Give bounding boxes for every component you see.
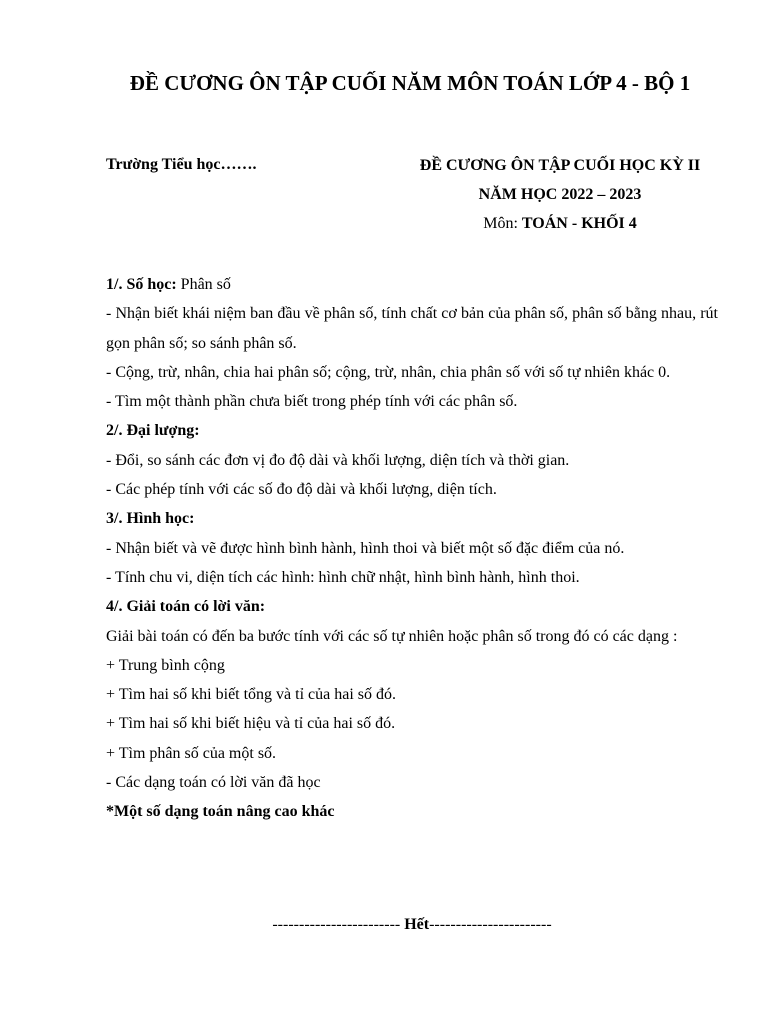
outline-title: ĐỀ CƯƠNG ÔN TẬP CUỐI HỌC KỲ II: [419, 157, 701, 174]
list-item: + Tìm hai số khi biết tổng và tỉ của hai số đó.: [106, 686, 397, 704]
list-item: + Trung bình cộng: [106, 656, 225, 674]
school-name: Trường Tiểu học…….: [106, 156, 257, 173]
section-heading-label: 1/. Số học:: [106, 276, 177, 293]
list-item: - Tính chu vi, diện tích các hình: hình chữ nhật, hình bình hành, hình thoi.: [106, 568, 580, 586]
list-item: - Nhận biết khái niệm ban đầu về phân số, tính chất cơ bản của phân số, phân số bằng nhau, rút gọn phân số; so sánh phân số.: [106, 305, 718, 352]
list-item: - Các dạng toán có lời văn đã học: [106, 774, 321, 792]
subject-label: Môn:: [483, 215, 522, 232]
list-item: + Tìm phân số của một số.: [106, 744, 277, 762]
end-word: Hết: [404, 916, 430, 933]
advanced-note: *Một số dạng toán nâng cao khác: [106, 803, 335, 821]
list-item: - Đổi, so sánh các đơn vị đo độ dài và khối lượng, diện tích và thời gian.: [106, 451, 570, 469]
section-heading-geometry: 3/. Hình học:: [106, 510, 195, 528]
list-item: - Cộng, trừ, nhân, chia hai phân số; cộng, trừ, nhân, chia phân số với số tự nhiên khác 0.: [106, 363, 671, 381]
dashes-left: ------------------------: [272, 916, 405, 933]
section-heading-word-problems: 4/. Giải toán có lời văn:: [106, 598, 266, 616]
end-marker: [106, 916, 718, 934]
outline-header: [380, 156, 740, 243]
list-item: - Nhận biết và vẽ được hình bình hành, hình thoi và biết một số đặc điểm của nó.: [106, 539, 625, 557]
section-heading-quantities: 2/. Đại lượng:: [106, 422, 200, 440]
school-year: NĂM HỌC 2022 – 2023: [478, 186, 642, 203]
list-item: + Tìm hai số khi biết hiệu và tỉ của hai số đó.: [106, 715, 396, 733]
document-body: [106, 270, 718, 827]
section-heading-arithmetic: [106, 270, 718, 299]
section-heading-topic: Phân số: [176, 276, 231, 293]
section-intro: Giải bài toán có đến ba bước tính với các số tự nhiên hoặc phân số trong đó có các dạng :: [106, 627, 678, 645]
document-title: ĐỀ CƯƠNG ÔN TẬP CUỐI NĂM MÔN TOÁN LỚP 4 - BỘ 1: [129, 71, 691, 95]
list-item: - Tìm một thành phần chưa biết trong phép tính với các phân số.: [106, 393, 518, 411]
dashes-right: -----------------------: [429, 916, 552, 933]
subject-line: [380, 214, 740, 243]
subject-value: TOÁN - KHỐI 4: [521, 215, 637, 232]
list-item: - Các phép tính với các số đo độ dài và khối lượng, diện tích.: [106, 481, 497, 499]
